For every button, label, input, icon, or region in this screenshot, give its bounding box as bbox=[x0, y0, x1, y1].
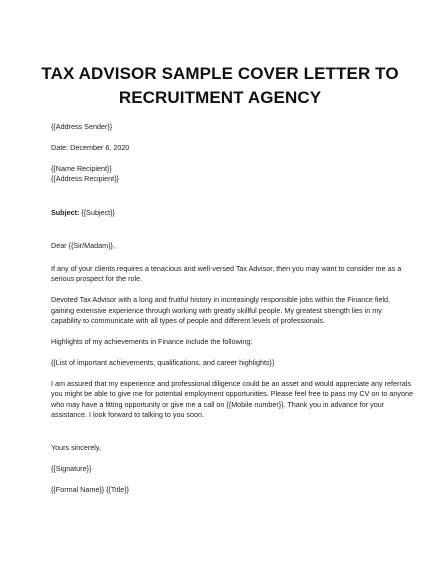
recipient-address: {{Address Recipient}} bbox=[51, 174, 119, 184]
paragraph-intro: If any of your clients requires a tenacious and well-versed Tax Advisor, then you may want to consider me as a serious prospect for the role. bbox=[51, 263, 402, 284]
signature-placeholder: {{Signature}} bbox=[51, 464, 92, 474]
closing-phrase: Yours sincerely, bbox=[51, 443, 101, 453]
subject-line bbox=[51, 208, 413, 218]
title-line-2: RECRUITMENT AGENCY bbox=[118, 88, 322, 107]
subject-value: {{Subject}} bbox=[79, 207, 115, 217]
letter-date: Date: December 6, 2020 bbox=[51, 142, 130, 152]
paragraph-highlights-intro: Highlights of my achievements in Finance include the following: bbox=[51, 336, 253, 346]
paragraph-closing: I am assured that my experience and professional diligence could be an asset and would appreciate any referrals you might be able to give me for potential employment opportunities. Please feel free to pass my CV on to anyone who may have a fitting opportunity or give me a call on {{Mobile number}}. Thank you in advance for your assistance. I look forward to talking to you soon. bbox=[51, 378, 413, 419]
recipient-name: {{Name Recipient}} bbox=[51, 163, 112, 173]
letter-title bbox=[30, 62, 410, 110]
formal-name-title: {{Formal Name}} {{Title}} bbox=[51, 485, 130, 495]
paragraph-experience: Devoted Tax Advisor with a long and fruitful history in increasingly responsible jobs within the Finance field, gaining extensive experience through working with greatly skillful people. My greatest strength lies in my capability to communicate with all types of people and different levels of professionals. bbox=[51, 295, 391, 326]
subject-label: Subject: bbox=[51, 207, 80, 217]
paragraph-highlights-list: {{List of important achievements, qualifications, and career highlights}} bbox=[51, 357, 275, 367]
title-line-1: TAX ADVISOR SAMPLE COVER LETTER TO bbox=[41, 64, 399, 83]
sender-address: {{Address Sender}} bbox=[51, 122, 113, 131]
letter-body bbox=[51, 122, 413, 496]
salutation: Dear {{Sir/Madam}}, bbox=[51, 241, 115, 251]
